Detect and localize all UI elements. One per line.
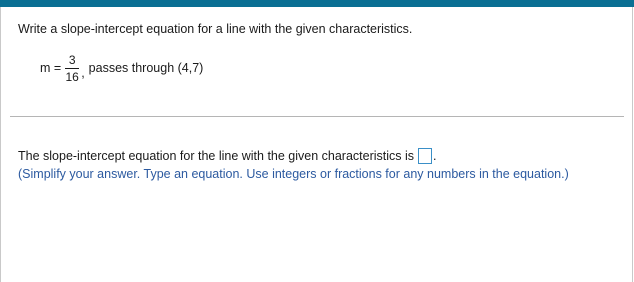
slope-fraction: [65, 54, 79, 83]
answer-trailing-text: .: [433, 149, 437, 163]
answer-input-box[interactable]: [418, 148, 432, 164]
question-frame: [0, 7, 633, 282]
answer-line: [18, 148, 437, 164]
question-prompt: Write a slope-intercept equation for a line with the given characteristics.: [18, 22, 413, 36]
answer-lead-text: The slope-intercept equation for the line with the given characteristics is: [18, 149, 415, 163]
slope-numerator: 3: [68, 52, 76, 67]
header-bar: [0, 0, 634, 7]
separator: ,: [81, 66, 85, 80]
answer-instruction: (Simplify your answer. Type an equation. Use integers or fractions for any numbers in the equation.): [18, 167, 569, 181]
point-text: passes through (4,7): [88, 61, 204, 75]
slope-label: m =: [40, 61, 62, 75]
given-characteristics: [40, 51, 203, 85]
section-divider: [10, 116, 624, 117]
slope-denominator: 16: [65, 69, 79, 84]
